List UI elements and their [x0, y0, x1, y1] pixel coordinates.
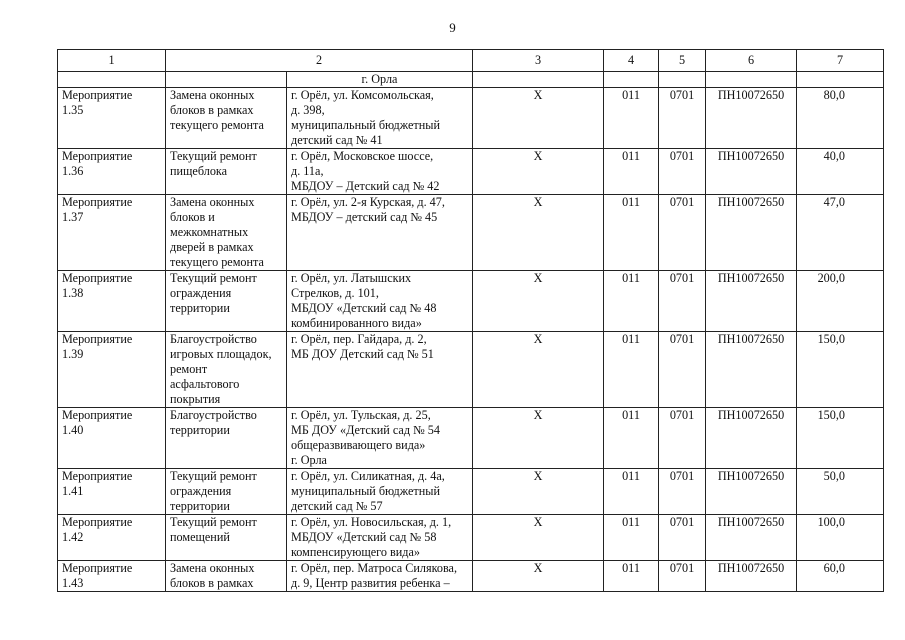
cell-line: г. Орёл, Московское шоссе, [291, 149, 434, 163]
header-row [58, 50, 884, 72]
cell-amount: 80,0 [797, 88, 884, 149]
cell-line: г. Орёл, ул. 2-я Курская, д. 47, [291, 195, 445, 209]
cell-line: комбинированного вида» [291, 316, 422, 330]
cell-line: общеразвивающего вида» [291, 438, 426, 452]
cell-grbs: 011 [604, 195, 659, 271]
cell-address [287, 149, 473, 195]
cell-address [287, 195, 473, 271]
cell-line: блоков в рамках [170, 103, 254, 117]
cell-section: 0701 [659, 88, 706, 149]
table-row [58, 469, 884, 515]
cell-line: межкомнатных [170, 225, 249, 239]
cell-section: 0701 [659, 469, 706, 515]
header-cell-6: 6 [706, 50, 797, 72]
cell-line: компенсирующего вида» [291, 545, 421, 559]
cell-x: X [473, 515, 604, 561]
cell-event [58, 561, 166, 592]
cell-line: г. Орёл, пер. Гайдара, д. 2, [291, 332, 427, 346]
header-cell-2: 2 [166, 50, 473, 72]
cell-line: Мероприятие [62, 408, 133, 422]
cell-work [166, 88, 287, 149]
cell-event [58, 271, 166, 332]
cell-line: МБДОУ «Детский сад № 48 [291, 301, 437, 315]
cell-work [166, 332, 287, 408]
cell-line: детский сад № 57 [291, 499, 383, 513]
cell-amount: 150,0 [797, 332, 884, 408]
cell-line: г. Орла [361, 72, 398, 86]
cell-x: X [473, 408, 604, 469]
cell-line: асфальтового [170, 377, 240, 391]
cell-line: МБ ДОУ Детский сад № 51 [291, 347, 434, 361]
cell-line: д. 398, [291, 103, 325, 117]
cell-section: 0701 [659, 271, 706, 332]
table-row [58, 408, 884, 469]
cell-line: Мероприятие [62, 515, 133, 529]
cell-target [706, 72, 797, 88]
cell-event [58, 72, 166, 88]
cell-line: пищеблока [170, 164, 228, 178]
continuation-row [58, 72, 884, 88]
cell-amount: 100,0 [797, 515, 884, 561]
cell-line: блоков в рамках [170, 576, 254, 590]
cell-line: Благоустройство [170, 408, 257, 422]
cell-line: территории [170, 301, 230, 315]
cell-line: Стрелков, д. 101, [291, 286, 379, 300]
cell-section [659, 72, 706, 88]
cell-section: 0701 [659, 332, 706, 408]
cell-address [287, 271, 473, 332]
cell-line: МБДОУ «Детский сад № 58 [291, 530, 437, 544]
cell-amount: 40,0 [797, 149, 884, 195]
cell-grbs: 011 [604, 88, 659, 149]
cell-work [166, 561, 287, 592]
cell-grbs: 011 [604, 332, 659, 408]
cell-grbs [604, 72, 659, 88]
cell-line: г. Орёл, ул. Тульская, д. 25, [291, 408, 431, 422]
cell-amount: 150,0 [797, 408, 884, 469]
cell-x [473, 72, 604, 88]
cell-target: ПН10072650 [706, 469, 797, 515]
cell-line: Замена оконных [170, 195, 255, 209]
cell-event [58, 88, 166, 149]
cell-line: г. Орла [291, 453, 327, 467]
cell-x: X [473, 195, 604, 271]
cell-line: Текущий ремонт [170, 469, 257, 483]
cell-x: X [473, 149, 604, 195]
header-cell-1: 1 [58, 50, 166, 72]
cell-line: г. Орёл, ул. Латышских [291, 271, 412, 285]
cell-line: муниципальный бюджетный [291, 118, 440, 132]
cell-x: X [473, 332, 604, 408]
header-cell-7: 7 [797, 50, 884, 72]
cell-event [58, 149, 166, 195]
cell-event [58, 469, 166, 515]
cell-line: г. Орёл, ул. Силикатная, д. 4а, [291, 469, 445, 483]
cell-x: X [473, 469, 604, 515]
cell-line: территории [170, 423, 230, 437]
cell-line: д. 9, Центр развития ребенка – [291, 576, 450, 590]
cell-line: 1.36 [62, 164, 84, 178]
cell-line: текущего ремонта [170, 255, 264, 269]
header-cell-4: 4 [604, 50, 659, 72]
cell-target: ПН10072650 [706, 88, 797, 149]
cell-line: 1.39 [62, 347, 84, 361]
cell-address [287, 408, 473, 469]
table-row [58, 195, 884, 271]
cell-target: ПН10072650 [706, 408, 797, 469]
cell-line: Мероприятие [62, 88, 133, 102]
table-row [58, 271, 884, 332]
header-cell-5: 5 [659, 50, 706, 72]
cell-line: Мероприятие [62, 195, 133, 209]
cell-line: ограждения [170, 484, 232, 498]
cell-line: Текущий ремонт [170, 515, 257, 529]
cell-line: МБДОУ – детский сад № 45 [291, 210, 438, 224]
cell-section: 0701 [659, 515, 706, 561]
cell-grbs: 011 [604, 149, 659, 195]
cell-line: Мероприятие [62, 149, 133, 163]
budget-table [57, 49, 884, 592]
cell-line: текущего ремонта [170, 118, 264, 132]
cell-line: Мероприятие [62, 561, 133, 575]
cell-line: ремонт [170, 362, 208, 376]
cell-amount: 50,0 [797, 469, 884, 515]
cell-amount: 47,0 [797, 195, 884, 271]
cell-amount: 60,0 [797, 561, 884, 592]
cell-address [287, 469, 473, 515]
cell-grbs: 011 [604, 271, 659, 332]
cell-line: 1.40 [62, 423, 84, 437]
cell-work [166, 408, 287, 469]
cell-address [287, 561, 473, 592]
cell-line: МБДОУ – Детский сад № 42 [291, 179, 440, 193]
cell-line: игровых площадок, [170, 347, 272, 361]
cell-target: ПН10072650 [706, 271, 797, 332]
cell-target: ПН10072650 [706, 195, 797, 271]
cell-line: блоков и [170, 210, 215, 224]
cell-line: г. Орёл, ул. Комсомольская, [291, 88, 434, 102]
cell-work [166, 469, 287, 515]
cell-section: 0701 [659, 149, 706, 195]
cell-x: X [473, 561, 604, 592]
cell-event [58, 408, 166, 469]
cell-work [166, 72, 287, 88]
cell-line: помещений [170, 530, 230, 544]
cell-grbs: 011 [604, 561, 659, 592]
cell-line: территории [170, 499, 230, 513]
cell-event [58, 515, 166, 561]
cell-line: Текущий ремонт [170, 271, 257, 285]
cell-line: 1.41 [62, 484, 84, 498]
cell-amount [797, 72, 884, 88]
cell-line: детский сад № 41 [291, 133, 383, 147]
cell-x: X [473, 88, 604, 149]
cell-line: дверей в рамках [170, 240, 254, 254]
cell-target: ПН10072650 [706, 515, 797, 561]
cell-line: 1.42 [62, 530, 84, 544]
cell-line: г. Орёл, ул. Новосильская, д. 1, [291, 515, 452, 529]
cell-target: ПН10072650 [706, 149, 797, 195]
cell-address [287, 332, 473, 408]
cell-line: 1.43 [62, 576, 84, 590]
header-cell-3: 3 [473, 50, 604, 72]
table-row [58, 515, 884, 561]
table-row [58, 88, 884, 149]
cell-work [166, 195, 287, 271]
cell-address [287, 88, 473, 149]
cell-line: покрытия [170, 392, 221, 406]
table-row [58, 332, 884, 408]
cell-address [287, 515, 473, 561]
cell-x: X [473, 271, 604, 332]
cell-section: 0701 [659, 561, 706, 592]
cell-event [58, 195, 166, 271]
cell-line: Замена оконных [170, 88, 255, 102]
cell-section: 0701 [659, 408, 706, 469]
cell-line: Замена оконных [170, 561, 255, 575]
cell-work [166, 271, 287, 332]
page-number: 9 [449, 20, 456, 35]
cell-line: МБ ДОУ «Детский сад № 54 [291, 423, 440, 437]
cell-line: 1.35 [62, 103, 84, 117]
cell-line: г. Орёл, пер. Матроса Силякова, [291, 561, 458, 575]
cell-work [166, 149, 287, 195]
cell-target: ПН10072650 [706, 561, 797, 592]
table-row [58, 149, 884, 195]
cell-line: 1.38 [62, 286, 84, 300]
cell-work [166, 515, 287, 561]
cell-line: Мероприятие [62, 332, 133, 346]
cell-address [287, 72, 473, 88]
cell-line: ограждения [170, 286, 232, 300]
cell-line: Мероприятие [62, 469, 133, 483]
cell-line: муниципальный бюджетный [291, 484, 440, 498]
cell-line: Благоустройство [170, 332, 257, 346]
cell-target: ПН10072650 [706, 332, 797, 408]
cell-line: д. 11а, [291, 164, 324, 178]
cell-line: 1.37 [62, 210, 84, 224]
cell-event [58, 332, 166, 408]
cell-grbs: 011 [604, 515, 659, 561]
table-row [58, 561, 884, 592]
cell-line: Мероприятие [62, 271, 133, 285]
cell-section: 0701 [659, 195, 706, 271]
cell-amount: 200,0 [797, 271, 884, 332]
cell-grbs: 011 [604, 408, 659, 469]
cell-grbs: 011 [604, 469, 659, 515]
cell-line: Текущий ремонт [170, 149, 257, 163]
